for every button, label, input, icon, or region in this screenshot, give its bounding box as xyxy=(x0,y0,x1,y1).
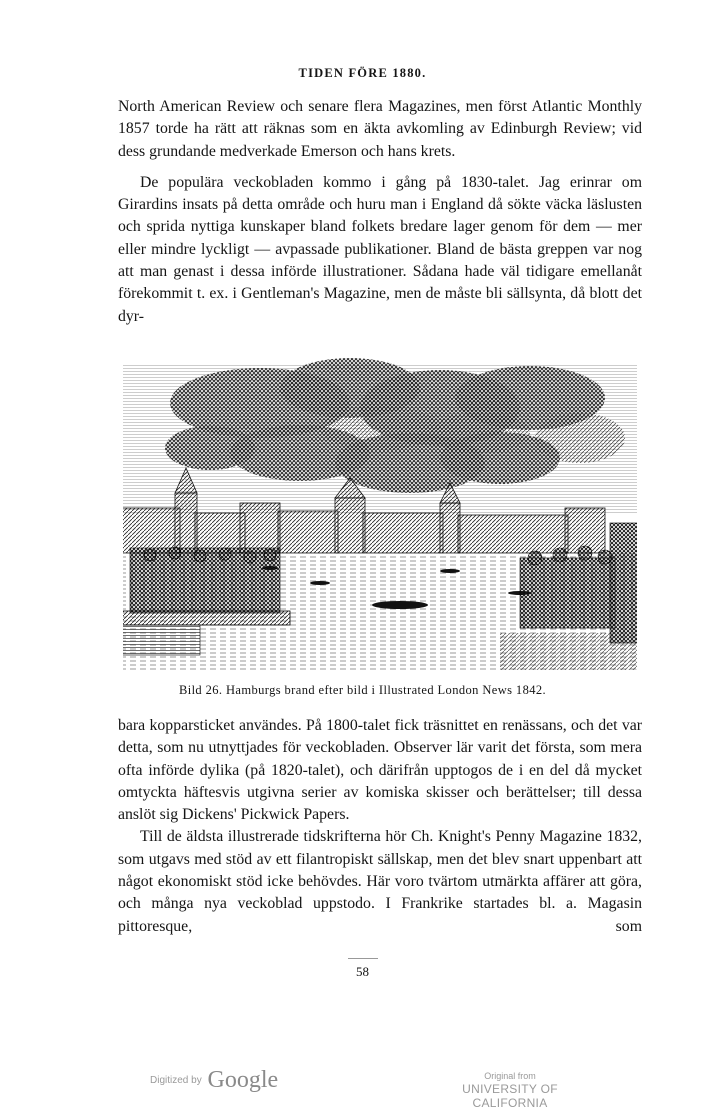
paragraph: North American Review och senare flera Magazines, men först Atlantic Monthly 1857 torde ha rätt att räknas som en äkta avkomling av Edinburgh Review; vid dess grundande medverkade Emerson och hans krets. xyxy=(118,98,642,160)
figure-caption: Bild 26. Hamburgs brand efter bild i Illustrated London News 1842. xyxy=(178,683,547,697)
text-block-bottom xyxy=(118,715,642,938)
text-block-top xyxy=(118,96,642,328)
running-head: TIDEN FÖRE 1880. xyxy=(298,66,427,80)
digitized-credit xyxy=(150,1067,278,1094)
engraving-hamburg-fire xyxy=(120,343,640,673)
folio-rule xyxy=(348,958,378,959)
paragraph: bara kopparsticket användes. På 1800-talet fick träsnittet en renässans, och det var detta, som nu utnyttjades för veckobladen. Observer lär varit det första, som mera ofta införde dylika (på 1820-talet), och därifrån upptogos de i en del då mycket omtyckta häftesvis utgivna serier av komiska skisser och berättelser; till dessa anslöt sig Dickens' Pickwick Papers. xyxy=(118,717,642,824)
engraving-illustration xyxy=(120,343,640,673)
page-number: 58 xyxy=(356,964,369,979)
original-label: Original from xyxy=(484,1071,536,1081)
paragraph: Till de äldsta illustrerade tidskrifterna hör Ch. Knight's Penny Magazine 1832, som utgavs med stöd av ett filantropiskt sällskap, men det blev snart uppenbart att något ekonomiskt stöd icke behövdes. Här voro tvärtom utmärkta affärer att göra, och många nya veckoblad uppstodo. I Frankrike startades bl. a. Magasin pittoresque, som xyxy=(118,828,642,935)
paragraph: De populära veckobladen kommo i gång på 1830-talet. Jag erinrar om Girardins insats på detta område och huru man i England då sökte väcka läslusten och sprida nyttiga kunskaper bland folkets bredare lager genom för dem — mer eller mindre lyckligt — avpassade publikationer. Bland de bästa greppen var nog att man genast i dessa införde illustrationer. Sådana hade väl tidigare emellanåt förekommit t. ex. i Gentleman's Magazine, men de måste bli sällsynta, då blott det dyr- xyxy=(118,173,642,325)
institution-name: UNIVERSITY OF CALIFORNIA xyxy=(462,1082,558,1110)
original-credit xyxy=(430,1071,590,1110)
digitized-label: Digitized by xyxy=(150,1075,202,1086)
digitized-brand: Google xyxy=(207,1067,279,1093)
